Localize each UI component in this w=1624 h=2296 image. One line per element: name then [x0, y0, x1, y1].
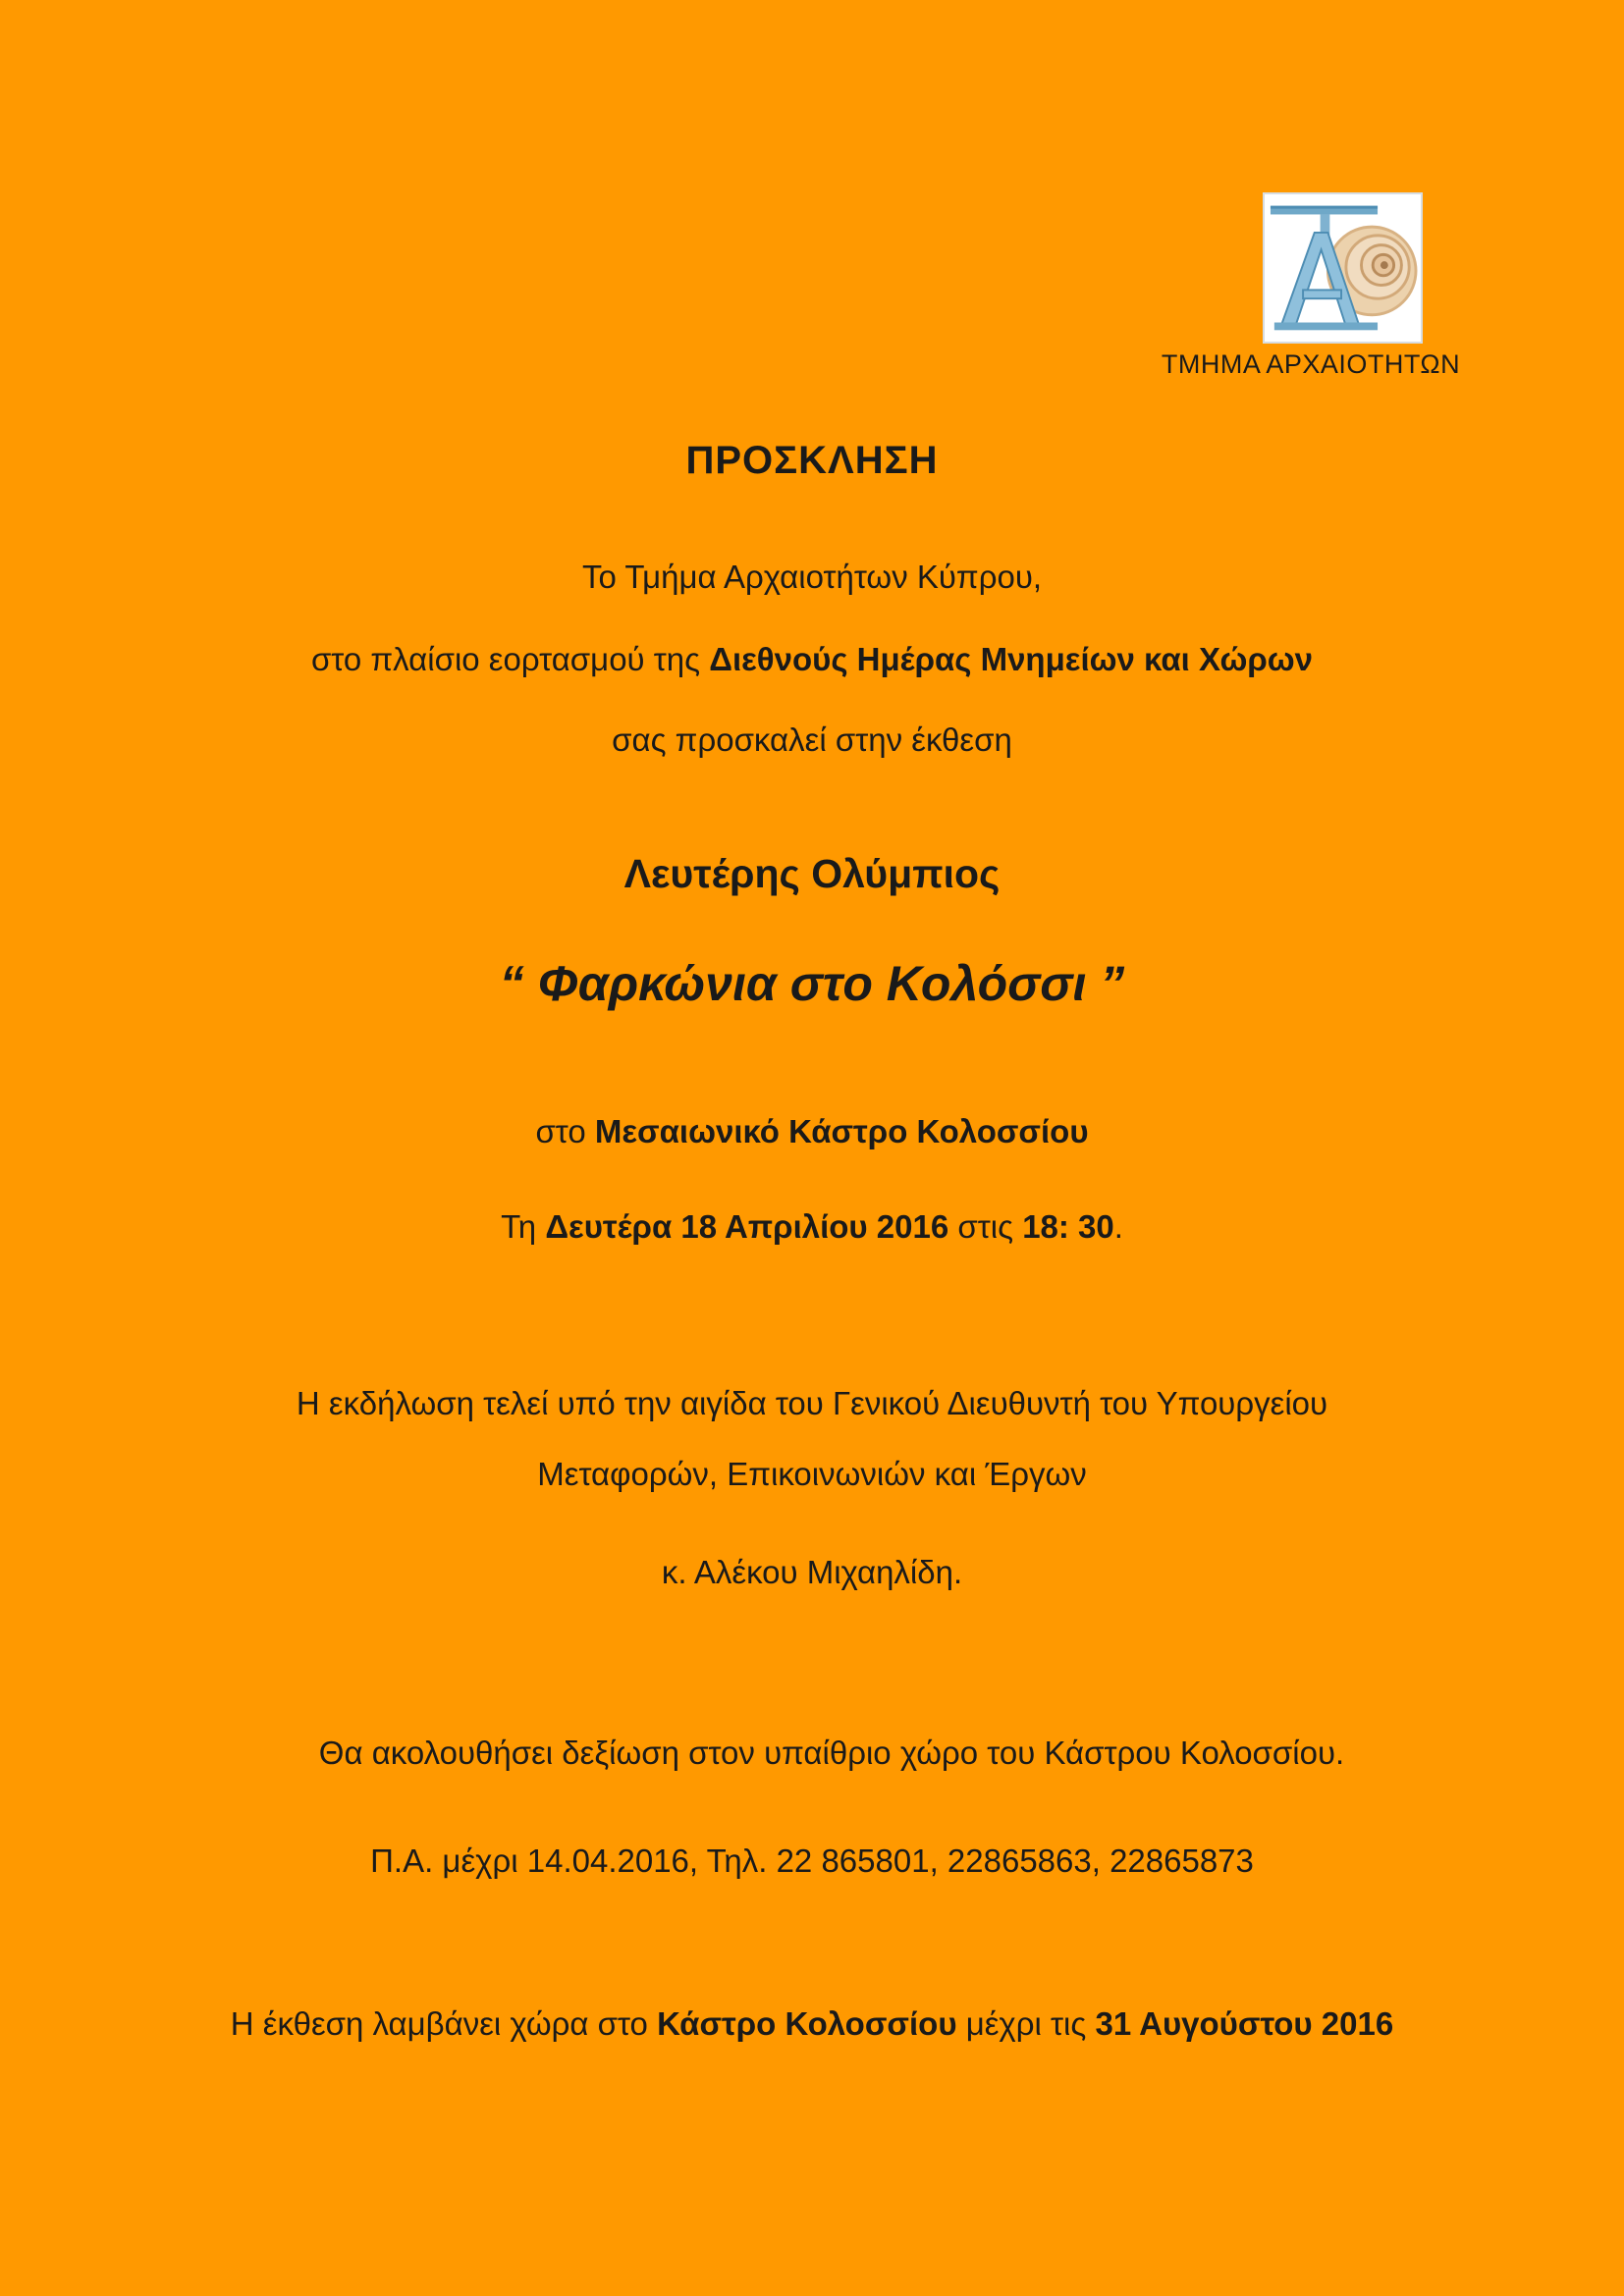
intro-line-2-prefix: στο πλαίσιο εορτασμού της: [310, 641, 710, 677]
ionic-column-logo-icon: [1265, 194, 1421, 342]
closing-prefix: Η έκθεση λαμβάνει χώρα στο: [230, 2005, 658, 2042]
venue-line: [118, 1110, 1506, 1153]
patron-line-2: Μεταφορών, Επικοινωνιών και Έργων: [537, 1456, 1087, 1492]
intro-line-2: [118, 638, 1506, 681]
patron-line-3: κ. Αλέκου Μιχαηλίδη.: [661, 1554, 963, 1590]
intro-line-3: σας προσκαλεί στην έκθεση: [612, 721, 1012, 758]
closing-venue: Κάστρο Κολοσσίου: [657, 2005, 957, 2042]
rsvp-line: Π.Α. μέχρι 14.04.2016, Τηλ. 22 865801, 22865863, 22865873: [370, 1842, 1254, 1879]
department-caption: ΤΜΗΜΑ ΑΡΧΑΙΟΤΗΤΩΝ: [1161, 349, 1461, 379]
department-logo: [1263, 192, 1423, 344]
intro-line-2-event: Διεθνούς Ημέρας Μνημείων και Χώρων: [709, 641, 1314, 677]
venue-name: Μεσαιωνικό Κάστρο Κολοσσίου: [594, 1113, 1089, 1149]
closing-middle: μέχρι τις: [956, 2005, 1096, 2042]
date-line: [118, 1205, 1506, 1249]
closing-line: [118, 2002, 1506, 2046]
closing-end-date: 31 Αυγούστου 2016: [1095, 2005, 1394, 2042]
event-time: 18: 30: [1022, 1208, 1114, 1245]
event-date: Δευτέρα 18 Απριλίου 2016: [545, 1208, 949, 1245]
venue-prefix: στο: [535, 1113, 595, 1149]
exhibition-title: “ Φαρκώνια στο Κολόσσι ”: [499, 956, 1125, 1011]
reception-line: Θα ακολουθήσει δεξίωση στον υπαίθριο χώρο του Κάστρου Κολοσσίου.: [318, 1735, 1345, 1771]
intro-line-1: Το Τμήμα Αρχαιοτήτων Κύπρου,: [581, 559, 1043, 595]
invitation-heading: ΠΡΟΣΚΛΗΣΗ: [685, 439, 939, 482]
date-suffix: .: [1113, 1208, 1123, 1245]
patron-line-1: Η εκδήλωση τελεί υπό την αιγίδα του Γενικού Διευθυντή του Υπουργείου: [296, 1385, 1328, 1421]
date-prefix: Τη: [501, 1208, 546, 1245]
date-middle: στις: [948, 1208, 1023, 1245]
artist-name: Λευτέρης Ολύμπιος: [623, 851, 1001, 896]
